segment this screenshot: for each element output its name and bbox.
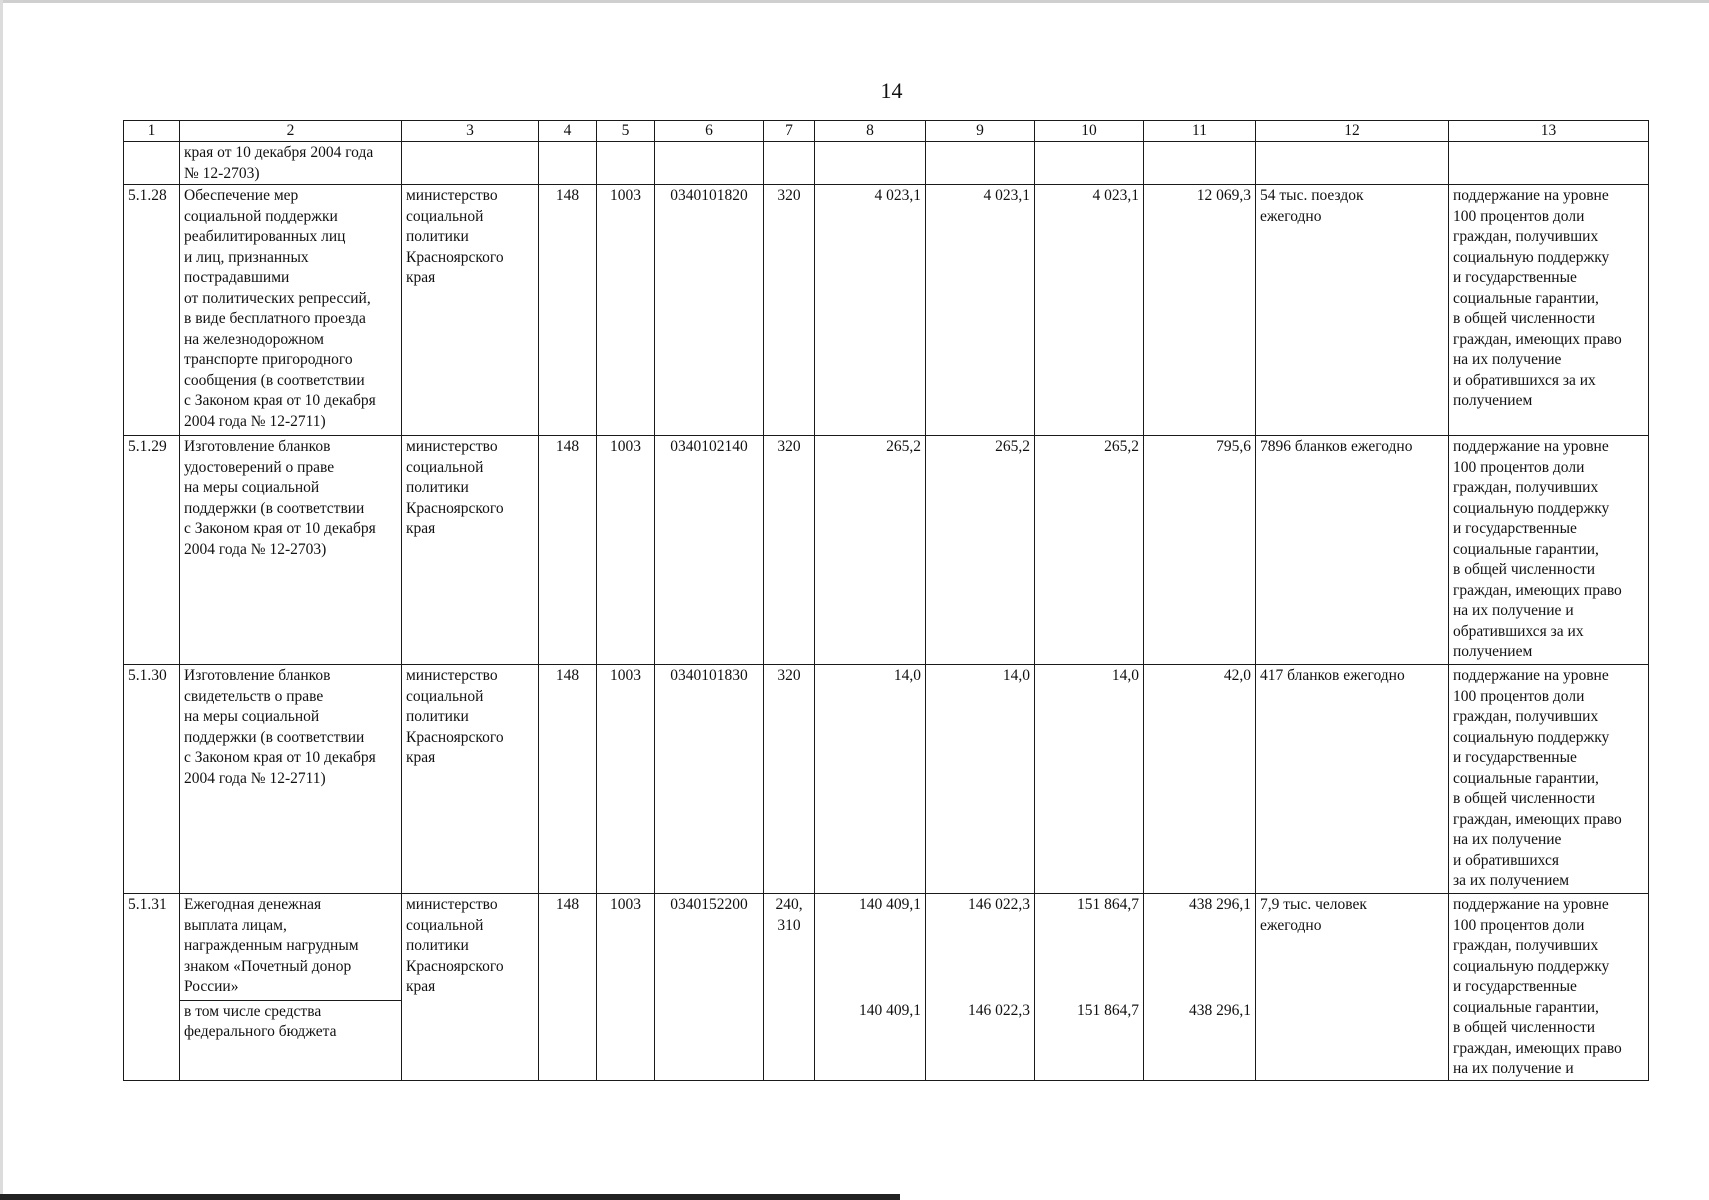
- table-row: [124, 665, 1649, 894]
- target-article: 0340152200: [655, 894, 764, 1081]
- target-article: 0340101830: [655, 665, 764, 894]
- header-cell: 5: [597, 121, 655, 142]
- measure-subitem-federal: в том числе средства федерального бюджета: [180, 1000, 402, 1080]
- amount-total: [1144, 142, 1256, 185]
- row-number: 5.1.29: [124, 436, 180, 665]
- goal-indicator: поддержание на уровне 100 процентов доли граждан, получивших социальную поддержку и государственные социальные гарантии, в общей численности граждан, имеющих право на их получение и обратившихся за их получением: [1449, 665, 1649, 894]
- goal-indicator: поддержание на уровне 100 процентов доли граждан, получивших социальную поддержку и государственные социальные гарантии, в общей численности граждан, имеющих право на их получение и: [1449, 894, 1649, 1081]
- header-cell: 2: [180, 121, 402, 142]
- header-cell: 12: [1256, 121, 1449, 142]
- expense-type: 320: [764, 436, 815, 665]
- measure-name: Ежегодная денежная выплата лицам, награжденным нагрудным знаком «Почетный донор России»: [180, 894, 402, 1001]
- header-cell: 1: [124, 121, 180, 142]
- section-code: 1003: [597, 436, 655, 665]
- header-cell: 4: [539, 121, 597, 142]
- amount-year-3: 151 864,7: [1035, 894, 1144, 1001]
- table-row: [124, 894, 1649, 1001]
- budget-measures-table: [123, 120, 1649, 1081]
- amount-total: 438 296,1: [1144, 894, 1256, 1001]
- section-code: 1003: [597, 185, 655, 436]
- amount-year-3: 265,2: [1035, 436, 1144, 665]
- amount-year-2: [926, 142, 1035, 185]
- header-cell: 8: [815, 121, 926, 142]
- expected-result: 54 тыс. поездок ежегодно: [1256, 185, 1449, 436]
- amount-year-1: 140 409,1: [815, 894, 926, 1001]
- table-row: [124, 185, 1649, 436]
- expense-type: 240, 310: [764, 894, 815, 1081]
- expense-type: 320: [764, 665, 815, 894]
- amount-year-3: 4 023,1: [1035, 185, 1144, 436]
- table-row: [124, 142, 1649, 185]
- grbs-code: [539, 142, 597, 185]
- target-article: 0340101820: [655, 185, 764, 436]
- amount-year-1: 265,2: [815, 436, 926, 665]
- amount-year-1: [815, 142, 926, 185]
- amount-year-2: 4 023,1: [926, 185, 1035, 436]
- table-row: [124, 436, 1649, 665]
- federal-amount-year-3: 151 864,7: [1035, 1000, 1144, 1080]
- row-number: 5.1.31: [124, 894, 180, 1081]
- scan-edge-bottom: [0, 1194, 900, 1200]
- federal-amount-total: 438 296,1: [1144, 1000, 1256, 1080]
- header-cell: 10: [1035, 121, 1144, 142]
- measure-name: Изготовление бланков свидетельств о праве на меры социальной поддержки (в соответствии с Законом края от 10 декабря 2004 года № 12-2711): [180, 665, 402, 894]
- executor: министерство социальной политики Красноярского края: [402, 894, 539, 1081]
- amount-year-3: [1035, 142, 1144, 185]
- grbs-code: 148: [539, 894, 597, 1081]
- scan-edge-left: [0, 0, 3, 1200]
- grbs-code: 148: [539, 436, 597, 665]
- row-number: 5.1.30: [124, 665, 180, 894]
- measure-name: Обеспечение мер социальной поддержки реабилитированных лиц и лиц, признанных пострадавшими от политических репрессий, в виде бесплатного проезда на железнодорожном транспорте пригородного сообщения (в соответствии с Законом края от 10 декабря 2004 года № 12-2711): [180, 185, 402, 436]
- executor: [402, 142, 539, 185]
- table-header-row: [124, 121, 1649, 142]
- amount-year-2: 265,2: [926, 436, 1035, 665]
- executor: министерство социальной политики Красноярского края: [402, 185, 539, 436]
- amount-year-1: 4 023,1: [815, 185, 926, 436]
- header-cell: 11: [1144, 121, 1256, 142]
- header-cell: 6: [655, 121, 764, 142]
- scan-edge-top: [0, 0, 1709, 3]
- page-number: 14: [880, 78, 903, 103]
- section-code: [597, 142, 655, 185]
- federal-amount-year-2: 146 022,3: [926, 1000, 1035, 1080]
- target-article: 0340102140: [655, 436, 764, 665]
- header-cell: 13: [1449, 121, 1649, 142]
- section-code: 1003: [597, 665, 655, 894]
- header-cell: 7: [764, 121, 815, 142]
- executor: министерство социальной политики Красноярского края: [402, 665, 539, 894]
- expected-result: 7896 бланков ежегодно: [1256, 436, 1449, 665]
- goal-indicator: поддержание на уровне 100 процентов доли граждан, получивших социальную поддержку и государственные социальные гарантии, в общей численности граждан, имеющих право на их получение и обратившихся за их получением: [1449, 185, 1649, 436]
- expense-type: 320: [764, 185, 815, 436]
- header-cell: 9: [926, 121, 1035, 142]
- federal-amount-year-1: 140 409,1: [815, 1000, 926, 1080]
- goal-indicator: [1449, 142, 1649, 185]
- amount-year-1: 14,0: [815, 665, 926, 894]
- amount-year-2: 146 022,3: [926, 894, 1035, 1001]
- amount-year-2: 14,0: [926, 665, 1035, 894]
- executor: министерство социальной политики Красноярского края: [402, 436, 539, 665]
- expense-type: [764, 142, 815, 185]
- measure-name: Изготовление бланков удостоверений о праве на меры социальной поддержки (в соответствии с Законом края от 10 декабря 2004 года № 12-2703): [180, 436, 402, 665]
- target-article: [655, 142, 764, 185]
- row-number: [124, 142, 180, 185]
- amount-total: 795,6: [1144, 436, 1256, 665]
- goal-indicator: поддержание на уровне 100 процентов доли граждан, получивших социальную поддержку и государственные социальные гарантии, в общей численности граждан, имеющих право на их получение и обратившихся за их получением: [1449, 436, 1649, 665]
- expected-result: [1256, 142, 1449, 185]
- amount-year-3: 14,0: [1035, 665, 1144, 894]
- section-code: 1003: [597, 894, 655, 1081]
- amount-total: 12 069,3: [1144, 185, 1256, 436]
- measure-name: края от 10 декабря 2004 года № 12-2703): [180, 142, 402, 185]
- amount-total: 42,0: [1144, 665, 1256, 894]
- grbs-code: 148: [539, 665, 597, 894]
- grbs-code: 148: [539, 185, 597, 436]
- header-cell: 3: [402, 121, 539, 142]
- expected-result: 417 бланков ежегодно: [1256, 665, 1449, 894]
- expected-result: 7,9 тыс. человек ежегодно: [1256, 894, 1449, 1081]
- row-number: 5.1.28: [124, 185, 180, 436]
